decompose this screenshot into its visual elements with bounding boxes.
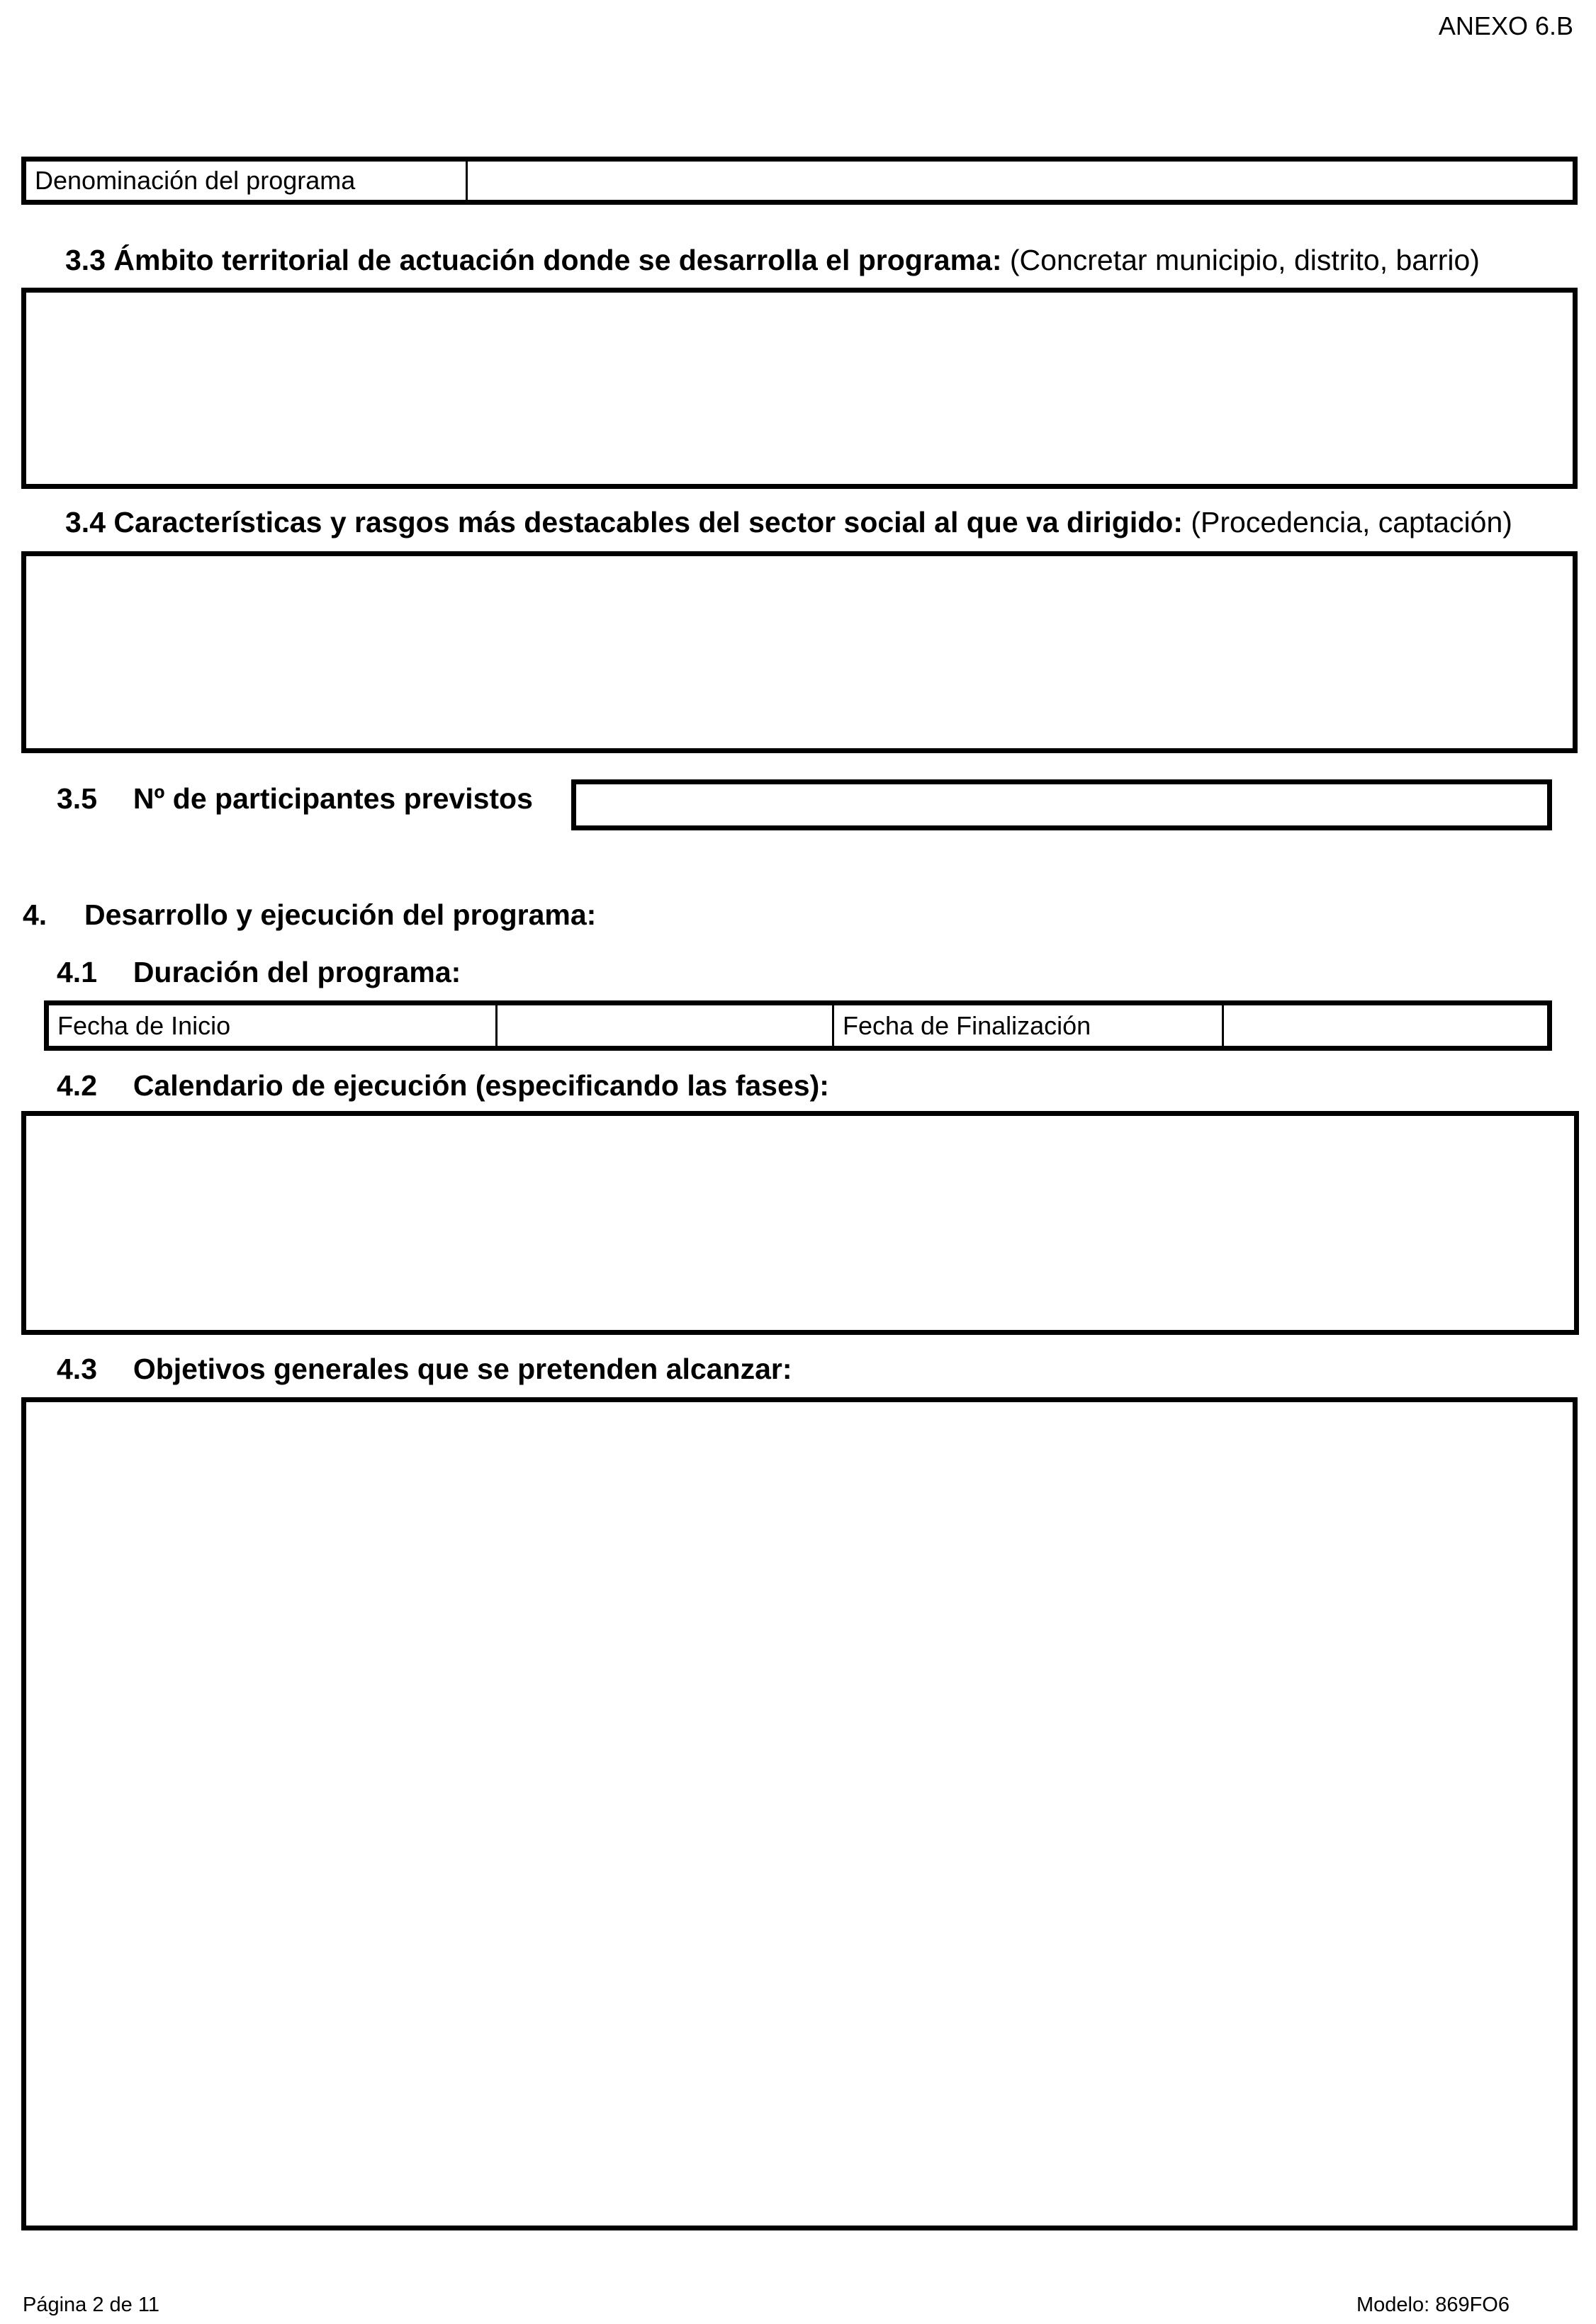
section-3-4-heading <box>65 506 1512 539</box>
schedule-box <box>21 1111 1579 1335</box>
section-3-5-number: 3.5 <box>57 782 97 815</box>
general-objectives-box <box>21 1397 1578 2230</box>
target-sector-box <box>21 551 1578 753</box>
target-sector-input[interactable] <box>26 556 1573 748</box>
start-date-input[interactable] <box>498 1005 832 1046</box>
section-4-title: Desarrollo y ejecución del programa: <box>84 898 597 931</box>
program-name-input[interactable] <box>468 162 1573 200</box>
territorial-scope-input[interactable] <box>26 293 1573 484</box>
section-4-heading <box>23 898 596 932</box>
model-code: Modelo: 869FO6 <box>1356 2294 1510 2316</box>
section-4-2-number: 4.2 <box>57 1069 97 1102</box>
section-3-5-title: Nº de participantes previstos <box>133 782 533 815</box>
section-4-number: 4. <box>23 898 47 931</box>
section-4-3-title: Objetivos generales que se pretenden alcanzar: <box>133 1353 792 1385</box>
section-3-5-heading <box>57 782 533 816</box>
participants-box <box>571 779 1552 830</box>
end-date-input[interactable] <box>1224 1005 1547 1046</box>
section-4-1-title: Duración del programa: <box>133 956 461 988</box>
territorial-scope-box <box>21 288 1578 489</box>
section-4-2-heading <box>57 1069 829 1102</box>
section-3-3-title: Ámbito territorial de actuación donde se desarrolla el programa: <box>113 244 1002 276</box>
participants-input[interactable] <box>576 784 1547 825</box>
page-indicator: Página 2 de 11 <box>23 2294 159 2316</box>
section-4-3-heading <box>57 1353 792 1386</box>
program-name-field-cell <box>466 162 1573 200</box>
section-3-3-note: (Concretar municipio, distrito, barrio) <box>1009 244 1480 276</box>
end-date-cell <box>1222 1005 1547 1046</box>
schedule-input[interactable] <box>26 1116 1574 1330</box>
program-name-label: Denominación del programa <box>35 166 356 195</box>
section-3-4-note: (Procedencia, captación) <box>1191 506 1512 538</box>
section-4-2-title: Calendario de ejecución (especificando las fases): <box>133 1069 829 1102</box>
section-4-3-number: 4.3 <box>57 1353 97 1385</box>
annex-label: ANEXO 6.B <box>1438 11 1573 40</box>
section-4-1-heading <box>57 956 461 989</box>
start-date-label: Fecha de Inicio <box>57 1010 231 1040</box>
general-objectives-input[interactable] <box>26 1402 1573 2226</box>
end-date-label: Fecha de Finalización <box>832 1005 1222 1046</box>
duration-table <box>44 1000 1552 1051</box>
section-3-3-heading <box>65 244 1480 277</box>
section-3-3-number: 3.3 <box>65 244 106 276</box>
program-name-row <box>21 157 1578 205</box>
section-3-4-number: 3.4 <box>65 506 106 538</box>
start-date-cell <box>495 1005 832 1046</box>
section-3-4-title: Características y rasgos más destacables del sector social al que va dirigido: <box>113 506 1183 538</box>
section-4-1-number: 4.1 <box>57 956 97 988</box>
